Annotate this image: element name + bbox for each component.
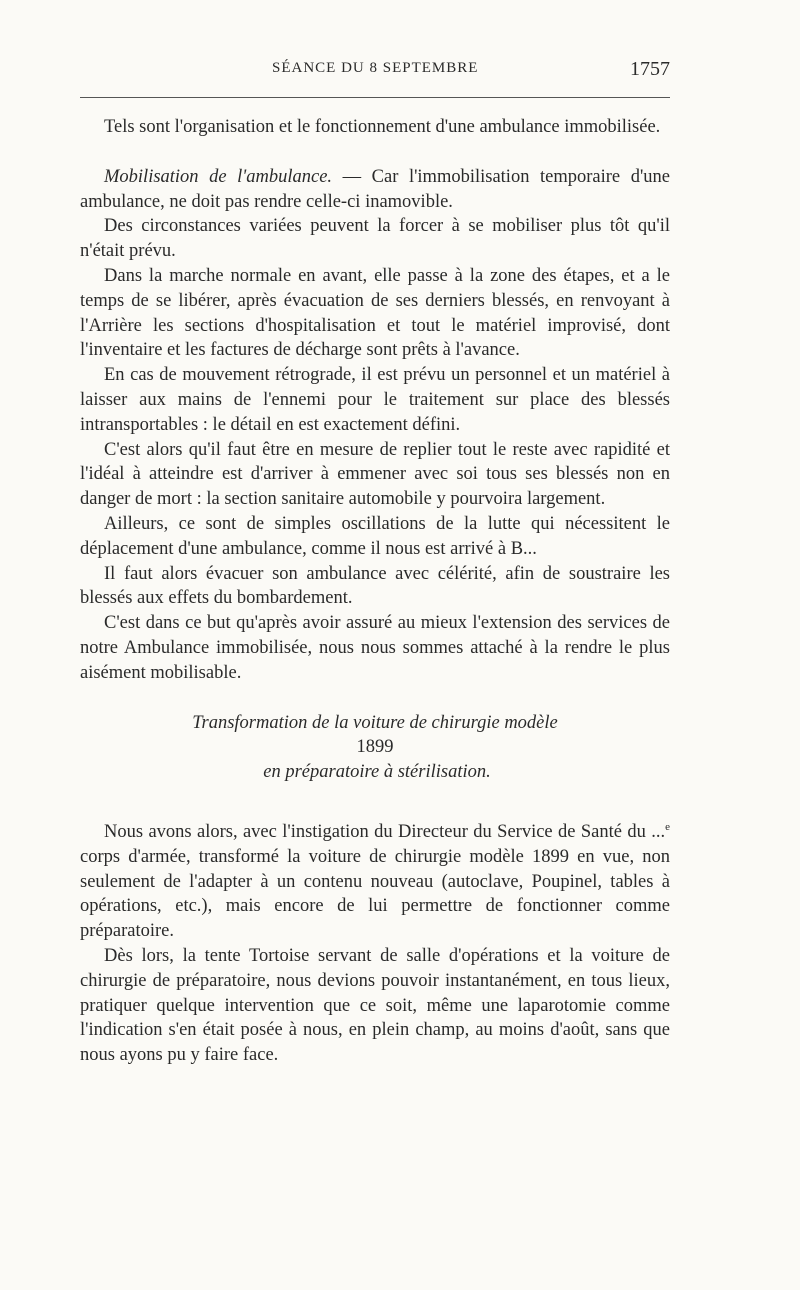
section-heading: Mobilisation de l'ambulance. — [104, 166, 333, 187]
paragraph: Il faut alors évacuer son ambulance avec célérité, afin de soustraire les blessés aux effets du bombardement. — [80, 563, 670, 609]
header-rule — [80, 97, 670, 98]
paragraph — [80, 815, 670, 944]
paragraph-text: — Car l'immobilisation temporaire d'une ambulance, ne doit pas rendre celle-ci inamovible. — [80, 166, 670, 212]
section-subtitle — [80, 711, 670, 785]
paragraph — [80, 165, 670, 215]
paragraph-text: corps d'armée, transformé la voiture de chirurgie modèle 1899 en vue, non seulement de l'adapter à un contenu nouveau (autoclave, Poupinel, tables à opérations, etc.), mais encore de lui permettre de fonctionner comme préparatoire. — [80, 846, 670, 942]
running-header — [80, 60, 670, 86]
subtitle-line-1 — [80, 711, 670, 761]
paragraph: C'est dans ce but qu'après avoir assuré au mieux l'extension des services de notre Ambulance immobilisée, nous nous sommes attaché à la rendre le plus aisément mobilisable. — [80, 613, 670, 683]
paragraph: En cas de mouvement rétrograde, il est prévu un personnel et un matériel à laisser aux mains de l'ennemi pour le traitement sur place des blessés intransportables : le détail en est exactement défini. — [80, 365, 670, 435]
paragraph: C'est alors qu'il faut être en mesure de replier tout le reste avec rapidité et l'idéal à atteindre est d'arriver à emmener avec soi tous ses blessés non en danger de mort : la section sanitaire automobile y pourvoira largement. — [80, 439, 670, 510]
page-number: 1757 — [630, 58, 670, 80]
paragraph: Dans la marche normale en avant, elle passe à la zone des étapes, et a le temps de se libérer, après évacuation de ses derniers blessés, en renvoyant à l'Arrière les sections d'hospitalisation et tout le matériel improvisé, dont l'inventaire et les factures de décharge sont prêts à l'avance. — [80, 265, 670, 361]
subtitle-text: Transformation de la voiture de chirurgie modèle — [192, 712, 558, 733]
paragraph-text: Nous avons alors, avec l'instigation du Directeur du Service de Santé du ... — [104, 822, 666, 843]
superscript: e — [665, 820, 670, 833]
paragraph: Tels sont l'organisation et le fonctionnement d'une ambulance immobilisée. — [104, 117, 661, 137]
paragraph: Des circonstances variées peuvent la forcer à se mobiliser plus tôt qu'il n'était prévu. — [80, 216, 670, 262]
subtitle-line-2: en préparatoire à stérilisation. — [263, 762, 491, 783]
body-text — [80, 115, 670, 1068]
header-title: SÉANCE DU 8 SEPTEMBRE — [272, 60, 479, 76]
subtitle-year: 1899 — [356, 737, 394, 758]
paragraph: Ailleurs, ce sont de simples oscillations de la lutte qui nécessitent le déplacement d'une ambulance, comme il nous est arrivé à B... — [80, 513, 670, 559]
paragraph: Dès lors, la tente Tortoise servant de salle d'opérations et la voiture de chirurgie de préparatoire, nous devions pouvoir instantanément, en tous lieux, pratiquer quelque intervention que ce soit, même une laparotomie comme l'indication s'en était posée à nous, en plein champ, au moins d'août, sans que nous ayons pu y faire face. — [80, 946, 670, 1066]
